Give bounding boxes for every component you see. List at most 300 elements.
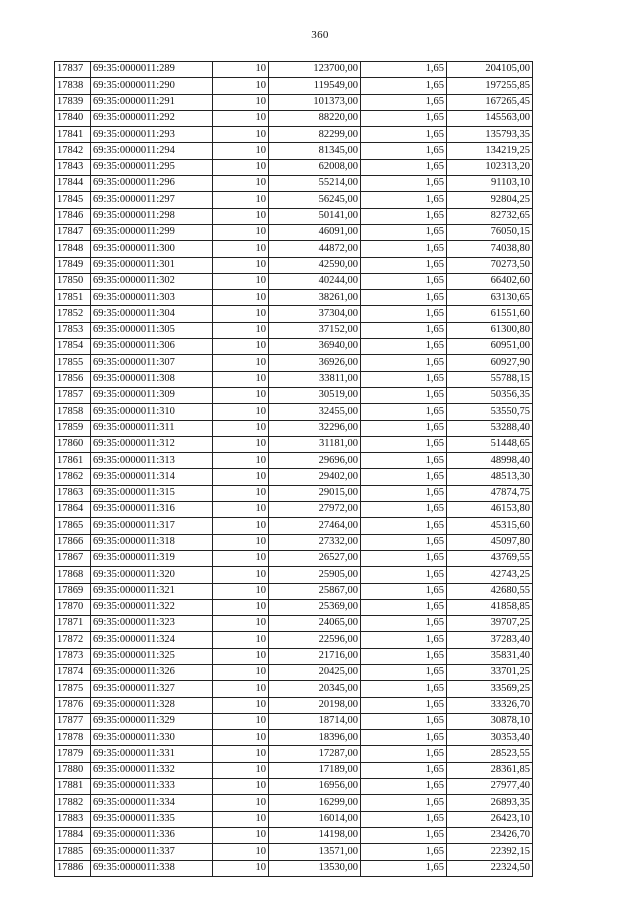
cadastral-value-cell: 38261,00: [269, 290, 361, 306]
tax-amount-cell: 23426,70: [447, 827, 533, 843]
tax-amount-cell: 135793,35: [447, 127, 533, 143]
cadastral-number-cell: 69:35:0000011:315: [91, 485, 213, 501]
cadastral-value-cell: 22596,00: [269, 632, 361, 648]
tax-amount-cell: 41858,85: [447, 599, 533, 615]
row-number-cell: 17873: [55, 648, 91, 664]
cadastral-number-cell: 69:35:0000011:303: [91, 290, 213, 306]
cadastral-number-cell: 69:35:0000011:302: [91, 273, 213, 289]
cadastral-number-cell: 69:35:0000011:301: [91, 257, 213, 273]
category-cell: 10: [213, 290, 269, 306]
table-row: [55, 224, 533, 240]
rate-cell: 1,65: [361, 208, 447, 224]
table-row: [55, 322, 533, 338]
cadastral-number-cell: 69:35:0000011:290: [91, 78, 213, 94]
row-number-cell: 17843: [55, 159, 91, 175]
cadastral-number-cell: 69:35:0000011:306: [91, 339, 213, 355]
row-number-cell: 17839: [55, 94, 91, 110]
row-number-cell: 17869: [55, 583, 91, 599]
cadastral-value-cell: 29402,00: [269, 469, 361, 485]
table-row: [55, 436, 533, 452]
rate-cell: 1,65: [361, 648, 447, 664]
category-cell: 10: [213, 534, 269, 550]
category-cell: 10: [213, 550, 269, 566]
table-row: [55, 518, 533, 534]
cadastral-value-cell: 50141,00: [269, 208, 361, 224]
tax-amount-cell: 22392,15: [447, 844, 533, 860]
tax-amount-cell: 60927,90: [447, 355, 533, 371]
rate-cell: 1,65: [361, 371, 447, 387]
tax-amount-cell: 63130,65: [447, 290, 533, 306]
cadastral-number-cell: 69:35:0000011:326: [91, 664, 213, 680]
cadastral-number-cell: 69:35:0000011:327: [91, 681, 213, 697]
rate-cell: 1,65: [361, 469, 447, 485]
row-number-cell: 17880: [55, 762, 91, 778]
category-cell: 10: [213, 420, 269, 436]
row-number-cell: 17840: [55, 110, 91, 126]
rate-cell: 1,65: [361, 616, 447, 632]
rate-cell: 1,65: [361, 306, 447, 322]
tax-amount-cell: 82732,65: [447, 208, 533, 224]
row-number-cell: 17883: [55, 811, 91, 827]
cadastral-value-cell: 29696,00: [269, 453, 361, 469]
table-row: [55, 746, 533, 762]
row-number-cell: 17879: [55, 746, 91, 762]
rate-cell: 1,65: [361, 257, 447, 273]
rate-cell: 1,65: [361, 827, 447, 843]
table-row: [55, 730, 533, 746]
cadastral-value-cell: 27332,00: [269, 534, 361, 550]
cadastral-number-cell: 69:35:0000011:322: [91, 599, 213, 615]
category-cell: 10: [213, 387, 269, 403]
rate-cell: 1,65: [361, 730, 447, 746]
rate-cell: 1,65: [361, 779, 447, 795]
cadastral-number-cell: 69:35:0000011:325: [91, 648, 213, 664]
table-row: [55, 762, 533, 778]
table-row: [55, 241, 533, 257]
tax-amount-cell: 45097,80: [447, 534, 533, 550]
rate-cell: 1,65: [361, 811, 447, 827]
row-number-cell: 17851: [55, 290, 91, 306]
cadastral-number-cell: 69:35:0000011:334: [91, 795, 213, 811]
tax-amount-cell: 134219,25: [447, 143, 533, 159]
table-body: [55, 62, 533, 877]
table-row: [55, 583, 533, 599]
cadastral-number-cell: 69:35:0000011:313: [91, 453, 213, 469]
table-row: [55, 355, 533, 371]
table-row: [55, 306, 533, 322]
category-cell: 10: [213, 469, 269, 485]
table-row: [55, 339, 533, 355]
cadastral-value-cell: 25905,00: [269, 567, 361, 583]
row-number-cell: 17850: [55, 273, 91, 289]
category-cell: 10: [213, 78, 269, 94]
rate-cell: 1,65: [361, 453, 447, 469]
category-cell: 10: [213, 404, 269, 420]
rate-cell: 1,65: [361, 176, 447, 192]
category-cell: 10: [213, 176, 269, 192]
cadastral-number-cell: 69:35:0000011:293: [91, 127, 213, 143]
table-row: [55, 208, 533, 224]
category-cell: 10: [213, 110, 269, 126]
tax-amount-cell: 39707,25: [447, 616, 533, 632]
cadastral-number-cell: 69:35:0000011:321: [91, 583, 213, 599]
row-number-cell: 17848: [55, 241, 91, 257]
cadastral-number-cell: 69:35:0000011:312: [91, 436, 213, 452]
tax-amount-cell: 76050,15: [447, 224, 533, 240]
row-number-cell: 17861: [55, 453, 91, 469]
cadastral-value-cell: 40244,00: [269, 273, 361, 289]
cadastral-number-cell: 69:35:0000011:295: [91, 159, 213, 175]
rate-cell: 1,65: [361, 339, 447, 355]
table-row: [55, 664, 533, 680]
row-number-cell: 17870: [55, 599, 91, 615]
cadastral-value-cell: 26527,00: [269, 550, 361, 566]
rate-cell: 1,65: [361, 62, 447, 78]
rate-cell: 1,65: [361, 387, 447, 403]
category-cell: 10: [213, 697, 269, 713]
row-number-cell: 17844: [55, 176, 91, 192]
cadastral-value-cell: 29015,00: [269, 485, 361, 501]
table-row: [55, 78, 533, 94]
rate-cell: 1,65: [361, 844, 447, 860]
cadastral-value-cell: 24065,00: [269, 616, 361, 632]
table-row: [55, 453, 533, 469]
row-number-cell: 17882: [55, 795, 91, 811]
tax-amount-cell: 55788,15: [447, 371, 533, 387]
rate-cell: 1,65: [361, 632, 447, 648]
category-cell: 10: [213, 632, 269, 648]
tax-amount-cell: 91103,10: [447, 176, 533, 192]
row-number-cell: 17874: [55, 664, 91, 680]
row-number-cell: 17847: [55, 224, 91, 240]
table-row: [55, 62, 533, 78]
cadastral-number-cell: 69:35:0000011:305: [91, 322, 213, 338]
cadastral-value-cell: 20345,00: [269, 681, 361, 697]
cadastral-value-cell: 27972,00: [269, 502, 361, 518]
tax-amount-cell: 167265,45: [447, 94, 533, 110]
cadastral-value-cell: 31181,00: [269, 436, 361, 452]
cadastral-number-cell: 69:35:0000011:314: [91, 469, 213, 485]
cadastral-number-cell: 69:35:0000011:307: [91, 355, 213, 371]
rate-cell: 1,65: [361, 127, 447, 143]
tax-amount-cell: 33701,25: [447, 664, 533, 680]
tax-amount-cell: 46153,80: [447, 502, 533, 518]
category-cell: 10: [213, 62, 269, 78]
table-row: [55, 469, 533, 485]
rate-cell: 1,65: [361, 94, 447, 110]
table-row: [55, 387, 533, 403]
category-cell: 10: [213, 827, 269, 843]
row-number-cell: 17860: [55, 436, 91, 452]
rate-cell: 1,65: [361, 583, 447, 599]
tax-amount-cell: 48998,40: [447, 453, 533, 469]
row-number-cell: 17838: [55, 78, 91, 94]
row-number-cell: 17872: [55, 632, 91, 648]
rate-cell: 1,65: [361, 322, 447, 338]
table-row: [55, 502, 533, 518]
tax-amount-cell: 26423,10: [447, 811, 533, 827]
rate-cell: 1,65: [361, 762, 447, 778]
cadastral-number-cell: 69:35:0000011:323: [91, 616, 213, 632]
category-cell: 10: [213, 241, 269, 257]
row-number-cell: 17863: [55, 485, 91, 501]
cadastral-value-cell: 21716,00: [269, 648, 361, 664]
cadastral-number-cell: 69:35:0000011:333: [91, 779, 213, 795]
cadastral-value-cell: 27464,00: [269, 518, 361, 534]
cadastral-register-table: [54, 61, 533, 877]
cadastral-value-cell: 101373,00: [269, 94, 361, 110]
cadastral-value-cell: 32455,00: [269, 404, 361, 420]
category-cell: 10: [213, 371, 269, 387]
table-row: [55, 779, 533, 795]
tax-amount-cell: 27977,40: [447, 779, 533, 795]
category-cell: 10: [213, 599, 269, 615]
row-number-cell: 17876: [55, 697, 91, 713]
tax-amount-cell: 92804,25: [447, 192, 533, 208]
category-cell: 10: [213, 844, 269, 860]
category-cell: 10: [213, 306, 269, 322]
row-number-cell: 17857: [55, 387, 91, 403]
category-cell: 10: [213, 860, 269, 876]
table-row: [55, 159, 533, 175]
tax-amount-cell: 28361,85: [447, 762, 533, 778]
tax-amount-cell: 26893,35: [447, 795, 533, 811]
tax-amount-cell: 45315,60: [447, 518, 533, 534]
cadastral-number-cell: 69:35:0000011:300: [91, 241, 213, 257]
rate-cell: 1,65: [361, 746, 447, 762]
tax-amount-cell: 30878,10: [447, 713, 533, 729]
table-row: [55, 143, 533, 159]
category-cell: 10: [213, 143, 269, 159]
row-number-cell: 17858: [55, 404, 91, 420]
table-row: [55, 795, 533, 811]
table-row: [55, 860, 533, 876]
category-cell: 10: [213, 664, 269, 680]
table-row: [55, 697, 533, 713]
cadastral-value-cell: 17189,00: [269, 762, 361, 778]
cadastral-value-cell: 36940,00: [269, 339, 361, 355]
row-number-cell: 17854: [55, 339, 91, 355]
rate-cell: 1,65: [361, 192, 447, 208]
tax-amount-cell: 53288,40: [447, 420, 533, 436]
tax-amount-cell: 48513,30: [447, 469, 533, 485]
cadastral-number-cell: 69:35:0000011:292: [91, 110, 213, 126]
tax-amount-cell: 197255,85: [447, 78, 533, 94]
cadastral-value-cell: 56245,00: [269, 192, 361, 208]
category-cell: 10: [213, 159, 269, 175]
cadastral-value-cell: 13530,00: [269, 860, 361, 876]
category-cell: 10: [213, 273, 269, 289]
table-row: [55, 127, 533, 143]
cadastral-value-cell: 16299,00: [269, 795, 361, 811]
tax-amount-cell: 42743,25: [447, 567, 533, 583]
cadastral-number-cell: 69:35:0000011:320: [91, 567, 213, 583]
table-row: [55, 290, 533, 306]
category-cell: 10: [213, 94, 269, 110]
table-row: [55, 273, 533, 289]
cadastral-value-cell: 18396,00: [269, 730, 361, 746]
table-row: [55, 485, 533, 501]
rate-cell: 1,65: [361, 664, 447, 680]
cadastral-value-cell: 14198,00: [269, 827, 361, 843]
cadastral-value-cell: 18714,00: [269, 713, 361, 729]
rate-cell: 1,65: [361, 404, 447, 420]
cadastral-number-cell: 69:35:0000011:289: [91, 62, 213, 78]
row-number-cell: 17849: [55, 257, 91, 273]
category-cell: 10: [213, 616, 269, 632]
tax-amount-cell: 74038,80: [447, 241, 533, 257]
category-cell: 10: [213, 648, 269, 664]
category-cell: 10: [213, 127, 269, 143]
category-cell: 10: [213, 485, 269, 501]
cadastral-value-cell: 25369,00: [269, 599, 361, 615]
tax-amount-cell: 33326,70: [447, 697, 533, 713]
category-cell: 10: [213, 339, 269, 355]
tax-amount-cell: 70273,50: [447, 257, 533, 273]
row-number-cell: 17845: [55, 192, 91, 208]
row-number-cell: 17881: [55, 779, 91, 795]
cadastral-number-cell: 69:35:0000011:331: [91, 746, 213, 762]
table-row: [55, 110, 533, 126]
category-cell: 10: [213, 257, 269, 273]
cadastral-number-cell: 69:35:0000011:291: [91, 94, 213, 110]
cadastral-value-cell: 37304,00: [269, 306, 361, 322]
cadastral-number-cell: 69:35:0000011:335: [91, 811, 213, 827]
cadastral-value-cell: 30519,00: [269, 387, 361, 403]
table-row: [55, 844, 533, 860]
tax-amount-cell: 43769,55: [447, 550, 533, 566]
cadastral-value-cell: 62008,00: [269, 159, 361, 175]
table-row: [55, 632, 533, 648]
cadastral-value-cell: 81345,00: [269, 143, 361, 159]
rate-cell: 1,65: [361, 567, 447, 583]
rate-cell: 1,65: [361, 697, 447, 713]
cadastral-number-cell: 69:35:0000011:296: [91, 176, 213, 192]
row-number-cell: 17864: [55, 502, 91, 518]
cadastral-value-cell: 37152,00: [269, 322, 361, 338]
cadastral-value-cell: 16956,00: [269, 779, 361, 795]
cadastral-value-cell: 36926,00: [269, 355, 361, 371]
cadastral-number-cell: 69:35:0000011:316: [91, 502, 213, 518]
table-row: [55, 567, 533, 583]
table-row: [55, 534, 533, 550]
cadastral-value-cell: 46091,00: [269, 224, 361, 240]
category-cell: 10: [213, 811, 269, 827]
rate-cell: 1,65: [361, 795, 447, 811]
cadastral-number-cell: 69:35:0000011:298: [91, 208, 213, 224]
cadastral-number-cell: 69:35:0000011:337: [91, 844, 213, 860]
table-row: [55, 420, 533, 436]
cadastral-number-cell: 69:35:0000011:317: [91, 518, 213, 534]
row-number-cell: 17852: [55, 306, 91, 322]
rate-cell: 1,65: [361, 860, 447, 876]
cadastral-number-cell: 69:35:0000011:328: [91, 697, 213, 713]
category-cell: 10: [213, 746, 269, 762]
tax-amount-cell: 53550,75: [447, 404, 533, 420]
rate-cell: 1,65: [361, 518, 447, 534]
row-number-cell: 17877: [55, 713, 91, 729]
tax-amount-cell: 47874,75: [447, 485, 533, 501]
category-cell: 10: [213, 779, 269, 795]
rate-cell: 1,65: [361, 436, 447, 452]
category-cell: 10: [213, 518, 269, 534]
cadastral-value-cell: 42590,00: [269, 257, 361, 273]
cadastral-number-cell: 69:35:0000011:329: [91, 713, 213, 729]
cadastral-number-cell: 69:35:0000011:309: [91, 387, 213, 403]
table-row: [55, 827, 533, 843]
rate-cell: 1,65: [361, 599, 447, 615]
row-number-cell: 17837: [55, 62, 91, 78]
cadastral-number-cell: 69:35:0000011:311: [91, 420, 213, 436]
row-number-cell: 17884: [55, 827, 91, 843]
rate-cell: 1,65: [361, 420, 447, 436]
category-cell: 10: [213, 322, 269, 338]
cadastral-value-cell: 33811,00: [269, 371, 361, 387]
category-cell: 10: [213, 453, 269, 469]
tax-amount-cell: 61300,80: [447, 322, 533, 338]
category-cell: 10: [213, 502, 269, 518]
category-cell: 10: [213, 208, 269, 224]
row-number-cell: 17859: [55, 420, 91, 436]
tax-amount-cell: 33569,25: [447, 681, 533, 697]
table-row: [55, 713, 533, 729]
cadastral-number-cell: 69:35:0000011:308: [91, 371, 213, 387]
row-number-cell: 17862: [55, 469, 91, 485]
cadastral-value-cell: 25867,00: [269, 583, 361, 599]
table-row: [55, 599, 533, 615]
row-number-cell: 17886: [55, 860, 91, 876]
rate-cell: 1,65: [361, 224, 447, 240]
tax-amount-cell: 66402,60: [447, 273, 533, 289]
cadastral-number-cell: 69:35:0000011:310: [91, 404, 213, 420]
table-row: [55, 616, 533, 632]
cadastral-value-cell: 13571,00: [269, 844, 361, 860]
row-number-cell: 17875: [55, 681, 91, 697]
cadastral-number-cell: 69:35:0000011:297: [91, 192, 213, 208]
cadastral-number-cell: 69:35:0000011:324: [91, 632, 213, 648]
rate-cell: 1,65: [361, 534, 447, 550]
tax-amount-cell: 37283,40: [447, 632, 533, 648]
tax-amount-cell: 61551,60: [447, 306, 533, 322]
category-cell: 10: [213, 567, 269, 583]
rate-cell: 1,65: [361, 681, 447, 697]
row-number-cell: 17867: [55, 550, 91, 566]
cadastral-number-cell: 69:35:0000011:338: [91, 860, 213, 876]
tax-amount-cell: 102313,20: [447, 159, 533, 175]
tax-amount-cell: 42680,55: [447, 583, 533, 599]
rate-cell: 1,65: [361, 143, 447, 159]
cadastral-number-cell: 69:35:0000011:319: [91, 550, 213, 566]
rate-cell: 1,65: [361, 110, 447, 126]
row-number-cell: 17865: [55, 518, 91, 534]
rate-cell: 1,65: [361, 713, 447, 729]
row-number-cell: 17855: [55, 355, 91, 371]
category-cell: 10: [213, 355, 269, 371]
cadastral-value-cell: 119549,00: [269, 78, 361, 94]
cadastral-value-cell: 20425,00: [269, 664, 361, 680]
row-number-cell: 17853: [55, 322, 91, 338]
tax-amount-cell: 35831,40: [447, 648, 533, 664]
tax-amount-cell: 50356,35: [447, 387, 533, 403]
category-cell: 10: [213, 436, 269, 452]
category-cell: 10: [213, 681, 269, 697]
tax-amount-cell: 51448,65: [447, 436, 533, 452]
tax-amount-cell: 28523,55: [447, 746, 533, 762]
table-row: [55, 371, 533, 387]
table-row: [55, 681, 533, 697]
rate-cell: 1,65: [361, 273, 447, 289]
table-row: [55, 257, 533, 273]
